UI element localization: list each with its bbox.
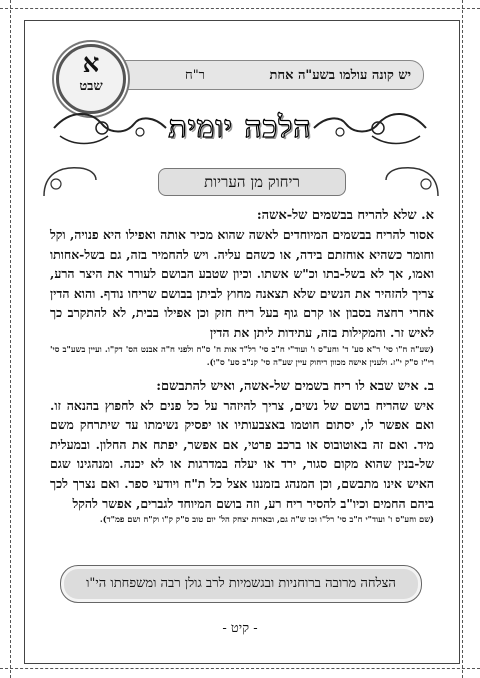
corner-ornament-right-icon	[382, 160, 442, 200]
cut-line-top	[0, 8, 480, 9]
cut-line-left	[10, 0, 11, 678]
page-title: הלכה יומית	[168, 110, 312, 145]
running-title: יש קונה עולמו בשע"ה אחת	[269, 68, 411, 83]
section-a-heading: א. שלא להריח בבשמים של-אשה:	[256, 208, 434, 223]
halacha-content	[50, 206, 434, 526]
section-b-source: (שם וחע"ס ו' ועוד"י ח"ב סי' רל"ו וכו ש"ה גם, ובארות יצחק הל' יום טוב ס"ק ק"ו וק"ח ושם פמ"ד).	[99, 514, 434, 525]
section-b-body: איש שהריח בושם של נשים, צריך להיזהר על כל פנים לא לחפוץ בהנאה זו. ואם אפשר לו, יסתום חוטמו באצבעותיו או יפסיק נשימתו עד שיתרחק משם מיד. ואם זה באוטובוס או ברכב פרטי, אם אפשר, יפתח את החלון. ובמעלית של-בנין שהוא מקום סגור, ירד או יעלה במדרגות או לא יכנה. ומנהגינו שגם האיש אינו מתבשם, וכן המנהג בזמננו אצל כל ת"ח ויודעי ספר. ואם נצרך לכך ביהם החמים וכיו"ב להסיר ריח רע, וזה בושם המיוחד לגברים, אפשר להקל	[50, 397, 434, 511]
seal-month: שבט	[79, 79, 103, 94]
flourish-left-icon	[50, 106, 170, 150]
page-number: - קיט -	[222, 621, 258, 636]
cut-line-bottom	[0, 668, 480, 669]
section-b-heading: ב. איש שבא לו ריח בשמים של-אשה, ואיש להתבשם:	[156, 378, 434, 394]
section-a-source: (שע"ה ח"ו סי' ר"א סע' ד' וחע"ס ו' ועוד"י ח"ב סי' רל"ד אות ח' ס"ח ולפני ח"ה אבנט הס' דק"ו. ועיין בשע"ב סי' רי"ז ס"ק י"ז. ולענין אישה מכוון ריחוק עיין שע"ה סי' קנ"ב סע' ס"ו).	[50, 343, 434, 367]
section-a-body: אסור להריח בבשמים המיוחדים לאשה שהוא מכיר אותה ואפילו היא פנויה, וקל וחומר כשהיא אוחזתם בידה, או כשהם עליה. ויש להחמיר בזה, גם בשל-אחותו ואמו, אך לא בשל-בתו וכ"ש אשתו. וכיון שטבע הבושם לעורר את היצר הרע, צריך להזהיר את הנשים שלא תצאנה מחוץ לביתן בבושם שריחו נודף. והוא הדין אחרי רחצה בסבון או קרם גוף בעל ריח חזק וכן אפילו בבית, לא להתקרב כך לאיש זר. והמקילות בזה, עתידות ליתן את הדין	[50, 227, 434, 340]
flourish-right-icon	[310, 106, 430, 150]
seal-letter: א	[82, 49, 100, 79]
dedication-banner: הצלחה מרובה ברוחניות ובגשמיות לרב גולן רבה ומשפחתו הי"ו	[60, 565, 422, 603]
cut-line-right	[462, 0, 463, 678]
title-banner	[50, 104, 430, 152]
date-label: ר"ח	[185, 68, 206, 83]
corner-ornament-left-icon	[40, 160, 100, 200]
section-subtitle: ריחוק מן העריות	[158, 168, 346, 196]
